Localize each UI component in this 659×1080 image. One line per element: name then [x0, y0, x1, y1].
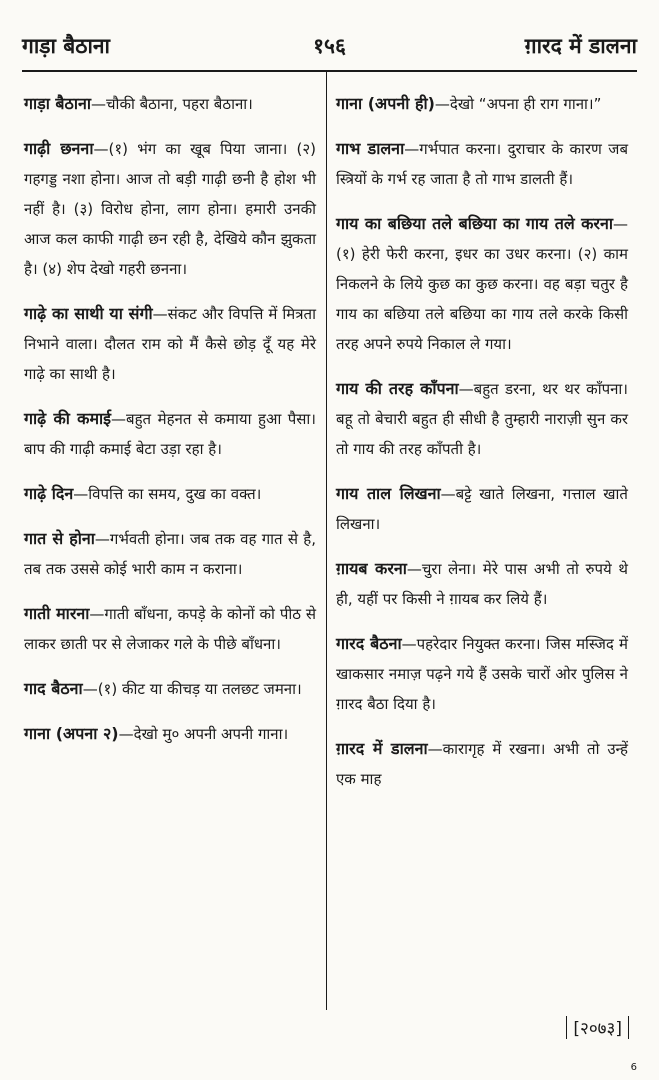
- entry: [24, 134, 316, 284]
- header-rule: [22, 70, 637, 72]
- entry-separator: —: [440, 485, 456, 503]
- entry-separator: —: [93, 140, 109, 158]
- entry-definition: पहरेदार नियुक्त करना। जिस मस्जिद में खाकसार नमाज़ पढ़ने गये हैं उसके चारों ओर पुलिस ने ग़ारद बैठा दिया है।: [336, 635, 628, 713]
- entry-separator: —: [404, 140, 420, 158]
- entry: [24, 599, 316, 659]
- entry-term: गारद बैठना: [336, 634, 402, 653]
- entry: [336, 629, 628, 719]
- entry-separator: —: [427, 740, 443, 758]
- entry-term: गाभ डालना: [336, 139, 405, 158]
- entry: [24, 674, 316, 704]
- entry-definition: गाती बाँधना, कपड़े के कोनों को पीठ से लाकर छाती पर से लेजाकर गले के पीछे बाँधना।: [24, 605, 316, 653]
- entry-definition: कारागृह में रखना। अभी तो उन्हें एक माह: [336, 740, 628, 788]
- entry-separator: —: [111, 410, 127, 428]
- entry-term: गाढ़े की कमाई: [24, 409, 112, 428]
- entry: [24, 89, 316, 119]
- entry: [336, 479, 628, 539]
- entry-separator: —: [118, 725, 134, 743]
- entry: [336, 734, 628, 794]
- entry-term: गाढ़ी छनना: [24, 139, 94, 158]
- entry-definition: चुरा लेना। मेरे पास अभी तो रुपये थे ही, यहीं पर किसी ने ग़ायब कर लिये हैं।: [336, 560, 628, 608]
- entry-separator: —: [434, 95, 450, 113]
- entry-term: गाती मारना: [24, 604, 90, 623]
- entry-term: गात से होना: [24, 529, 95, 548]
- entry-definition: गर्भवती होना। जब तक वह गात से है, तब तक उससे कोई भारी काम न कराना।: [24, 530, 316, 578]
- entry: [336, 209, 628, 359]
- entry-separator: —: [401, 635, 417, 653]
- entry-term: गाढ़े का साथी या संगी: [24, 304, 153, 323]
- entry-separator: —: [94, 530, 110, 548]
- entry-term: गाढ़े दिन: [24, 484, 74, 503]
- entry-definition: बहुत मेहनत से कमाया हुआ पैसा। बाप की गाढ़ी कमाई बेटा उड़ा रहा है।: [24, 410, 316, 458]
- entry-definition: (१) भंग का खूब पिया जाना। (२) गहगड्ड नशा होना। आज तो बड़ी गाढ़ी छनी है होश भी नहीं है। (३) विरोध होना, लाग होना। हमारी उनकी आज कल काफी गाढ़ी छन रही है, देखिये कौन झुकता है। (४) शेप देखो गहरी छनना।: [24, 140, 317, 278]
- entry: [336, 374, 628, 464]
- header-right-guide-word: ग़ारद में डालना: [524, 34, 637, 58]
- entry: [24, 479, 316, 509]
- entry-separator: —: [82, 680, 98, 698]
- entry-definition: विपत्ति का समय, दुख का वक्त।: [88, 485, 262, 503]
- entry-definition: संकट और विपत्ति में मित्रता निभाने वाला। दौलत राम को मैं कैसे छोड़ दूँ यह मेरे गाढ़े का साथी है।: [24, 305, 316, 383]
- running-head: [22, 32, 637, 66]
- entry-term: ग़ारद में डालना: [336, 739, 428, 758]
- entry: [336, 89, 628, 119]
- entry-separator: —: [406, 560, 422, 578]
- folio-number: [२०७३]: [566, 1016, 629, 1039]
- entry-term: गाय की तरह काँपना: [336, 379, 459, 398]
- entry: [24, 524, 316, 584]
- header-left-guide-word: गाड़ा बैठाना: [22, 34, 110, 58]
- entry-separator: —: [89, 605, 105, 623]
- entry-definition: (१) कीट या कीचड़ या तलछट जमना।: [97, 680, 302, 698]
- entry-separator: —: [73, 485, 89, 503]
- right-column: [336, 74, 628, 800]
- entry: [336, 554, 628, 614]
- entry: [24, 404, 316, 464]
- left-column: [24, 74, 316, 755]
- entry-definition: देखो “अपना ही राग गाना।”: [449, 95, 602, 113]
- entry-term: गाड़ा बैठाना: [24, 94, 92, 113]
- entry: [336, 134, 628, 194]
- entry-term: गाय का बछिया तले बछिया का गाय तले करना: [336, 214, 613, 233]
- entry-separator: —: [613, 215, 628, 233]
- entry-definition: बट्टे खाते लिखना, गत्ताल खाते लिखना।: [336, 485, 628, 533]
- entry-definition: चौकी बैठाना, पहरा बैठाना।: [106, 95, 253, 113]
- entry-term: गाय ताल लिखना: [336, 484, 441, 503]
- entry-term: गाना (अपना २): [24, 724, 119, 743]
- entry: [24, 719, 316, 749]
- corner-mark: 6: [630, 1062, 637, 1073]
- entry-separator: —: [458, 380, 474, 398]
- entry-definition: देखो मु० अपनी अपनी गाना।: [133, 725, 289, 743]
- entry-definition: गर्भपात करना। दुराचार के कारण जब स्त्रियों के गर्भ रह जाता है तो गाभ डालती हैं।: [336, 140, 629, 188]
- column-divider: [326, 72, 327, 1010]
- entry-definition: (१) हेरी फेरी करना, इधर का उधर करना। (२) काम निकलने के लिये कुछ का कुछ करना। वह बड़ा चतुर है गाय का बछिया तले बछिया का गाय तले करके किसी तरह अपने रुपये निकाल ले गया।: [336, 245, 628, 353]
- entry-term: ग़ायब करना: [336, 559, 407, 578]
- page-number: १५६: [313, 34, 346, 58]
- entry-term: गाना (अपनी ही): [336, 94, 435, 113]
- entry-separator: —: [152, 305, 168, 323]
- entry-definition: बहुत डरना, थर थर काँपना। बहू तो बेचारी बहुत ही सीधी है तुम्हारी नाराज़ी सुन कर तो गाय की तरह काँपती है।: [336, 380, 628, 458]
- entry-separator: —: [91, 95, 107, 113]
- entry: [24, 299, 316, 389]
- entry-term: गाद बैठना: [24, 679, 83, 698]
